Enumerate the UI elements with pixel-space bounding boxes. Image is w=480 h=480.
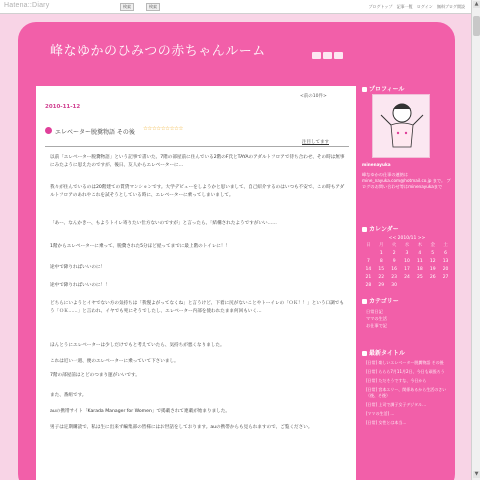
calendar-day[interactable]: 19 — [429, 267, 436, 272]
calendar-day[interactable]: 15 — [378, 267, 385, 272]
calendar-day[interactable]: 30 — [391, 283, 397, 288]
calendar-weekday: 月 — [379, 243, 384, 248]
divider — [45, 146, 349, 147]
category-item[interactable]: 日常日記 — [366, 309, 383, 314]
paragraph: 1階からエレベーターに乗って、脱糞された5分ほど経ってまでに最上階のトイレに！！ — [50, 244, 231, 249]
calendar-day[interactable]: 21 — [365, 275, 372, 280]
top-bar — [0, 0, 471, 14]
heading-bullet-icon — [362, 351, 367, 356]
link-blog-top[interactable]: ブログトップ — [368, 4, 393, 9]
calendar-day[interactable]: 7 — [366, 259, 370, 264]
calendar-weekday: 土 — [443, 243, 448, 248]
calendar-day[interactable]: 22 — [378, 275, 385, 280]
calendar-day[interactable]: 16 — [391, 267, 397, 272]
vertical-scrollbar[interactable] — [471, 0, 480, 480]
paragraph: 7階の部屋前はとどのつまり運がいいです。 — [50, 373, 140, 378]
profile-heading: プロフィール — [362, 84, 404, 93]
calendar-day[interactable]: 25 — [416, 275, 423, 280]
calendar-day[interactable]: 14 — [365, 267, 372, 272]
paragraph: 途中で降りればいいのに！！ — [50, 283, 110, 288]
entry-title[interactable]: エレベーター脱糞物語 その後 — [55, 129, 135, 136]
paragraph: 我々が住んでいるのは20階建ての賃貸マンションです。大学デビューをしようかと思いまして、自己紹介するのはいつも不安で、この時もアダルトフロアのあれやこれを試そうとしている時に、エレベーターに乗ってしまいまして。 — [50, 185, 345, 198]
rss-icon[interactable] — [323, 52, 332, 59]
paragraph: 以前「エレベーター脱糞物語」という記事で書いた、7階の部屋前に住んでいる2階のF氏とTAYAのアダルトフロアで待ち合わせ、その時は無事にみたように思えたのですが、後日、友人からエレベーターに… — [50, 155, 345, 168]
calendar-day[interactable]: 5 — [431, 251, 435, 256]
calendar-day[interactable]: 23 — [391, 275, 397, 280]
scroll-up-icon[interactable]: ▲ — [474, 1, 479, 7]
calendar-heading: カレンダー — [362, 224, 399, 233]
heading-bullet-icon — [362, 299, 367, 304]
calendar-day — [401, 283, 414, 289]
paragraph: ほんとうにエレベーターは少しだけでもと考えていたら、気持ちが悪くなりました。 — [50, 343, 225, 348]
calendar-day[interactable]: 18 — [416, 267, 423, 272]
avatar — [372, 94, 430, 158]
profile-name[interactable]: minenayuka — [362, 162, 391, 167]
calendar-day[interactable]: 10 — [404, 259, 410, 264]
recent-item[interactable]: [日常] 上司で調子女子デジタル… — [366, 402, 427, 407]
calendar-day[interactable]: 27 — [442, 275, 449, 280]
calendar-day[interactable]: 6 — [444, 251, 447, 256]
top-links — [365, 4, 465, 10]
calendar-grid — [362, 243, 452, 289]
blog-title[interactable]: 峰なゆかのひみつの赤ちゃんルーム — [50, 44, 266, 59]
link-create-blog[interactable]: 無料ブログ開設 — [437, 4, 465, 9]
prev-entries-link[interactable]: <前の10件> — [300, 94, 327, 99]
calendar-day[interactable]: 1 — [379, 251, 383, 256]
calendar-day[interactable]: 13 — [442, 259, 449, 264]
entry-bullet-icon — [45, 127, 52, 134]
category-heading: カテゴリー — [362, 296, 399, 305]
paragraph: auの携帯サイト「Karada Manager for Women」で掲載されて連載が始まりました。 — [50, 409, 230, 414]
calendar-day — [426, 283, 439, 289]
feed-icon[interactable] — [312, 52, 321, 59]
paragraph: 途中で降りればいいのに！ — [50, 265, 106, 270]
search-button[interactable]: 検索 — [120, 3, 134, 11]
recent-item[interactable]: [日常] ただそうですな、今日から — [366, 378, 427, 383]
paragraph: 「あー、なんかきー、もようトイレ寄りたい仕方ないのですが」と言ったら、「結構されたようですがいい…… — [50, 221, 277, 226]
recent-item[interactable]: [日常] 女性とは本当… — [366, 420, 407, 425]
paragraph: 男子は定期購読で、私は生に出来ず編集部の皆様にはお世話をしております。auの携帯からも見られますので、ご覧ください。 — [50, 425, 313, 430]
profile-text: 峰なゆかの仕事の連絡はmine_nayuka.com@hotmail.co.jp まで。 ブログのお問い合わせ等はminenayukaまで — [362, 172, 451, 189]
calendar-day[interactable]: 28 — [365, 283, 372, 288]
calendar-day — [413, 283, 426, 289]
calendar-weekday: 日 — [366, 243, 371, 248]
recent-item[interactable]: [日常] 宮本エリー、関係あるから生活のさい（後、そ後） — [366, 387, 447, 398]
category-item[interactable]: ママの生活 — [366, 316, 387, 321]
recent-item[interactable]: [ママの生活] … — [366, 411, 395, 416]
calendar-day[interactable]: 26 — [429, 275, 436, 280]
recent-heading: 最新タイトル — [362, 348, 405, 357]
bookmark-icon[interactable] — [334, 52, 343, 59]
scroll-down-icon[interactable]: ▼ — [474, 471, 479, 477]
calendar-day — [439, 283, 452, 289]
calendar-day[interactable]: 4 — [418, 251, 422, 256]
recent-item[interactable]: [日常] ららら7月11月2日、今日も頑張ろう — [366, 369, 445, 374]
category-list — [366, 308, 452, 329]
calendar-day[interactable]: 2 — [392, 251, 396, 256]
entry-date[interactable]: 2010-11-12 — [45, 104, 81, 110]
heading-bullet-icon — [362, 87, 367, 92]
heading-bullet-icon — [362, 227, 367, 232]
calendar-weekday: 水 — [404, 243, 410, 248]
calendar-day — [362, 251, 375, 257]
watch-link[interactable]: 注目してます — [302, 140, 329, 145]
calendar-day[interactable]: 20 — [442, 267, 449, 272]
calendar-month[interactable]: << 2010/11 >> — [388, 236, 426, 241]
calendar-day[interactable]: 12 — [429, 259, 436, 264]
avatar-illustration — [373, 95, 431, 159]
calendar — [362, 236, 452, 289]
recent-list — [366, 360, 452, 429]
link-login[interactable]: ログイン — [416, 4, 433, 9]
calendar-day[interactable]: 8 — [379, 259, 383, 264]
paragraph: どちらにいようとイヤでない方の気持ちは「我慢よがってなくね」と言うけど、下着に尻がないことやトーイレの「ＯＫ！！」という口調でもう「ＯＫ……」と言われ、イヤでも死にそうでしたし、エレベーター内部を使われたまま何回もいく… — [50, 301, 344, 314]
calendar-day[interactable]: 3 — [405, 251, 409, 256]
calendar-weekday: 木 — [417, 243, 423, 248]
link-article-list[interactable]: 記事一覧 — [396, 4, 413, 9]
calendar-weekday: 火 — [391, 243, 397, 248]
scroll-thumb[interactable] — [473, 16, 480, 36]
calendar-day[interactable]: 24 — [404, 275, 410, 280]
category-item[interactable]: お仕事で記 — [366, 323, 387, 328]
paragraph: また、番組です。 — [50, 393, 87, 398]
search-button-2[interactable]: 検索 — [146, 3, 160, 11]
star-icon[interactable]: ☆☆☆☆☆☆☆☆☆ — [143, 126, 183, 132]
recent-item[interactable]: [日常] 楽しいエレベーター脱糞物語 その後 — [366, 360, 444, 365]
hatena-logo[interactable]: Hatena::Diary — [4, 2, 50, 9]
calendar-day[interactable]: 9 — [392, 259, 396, 264]
header-icons — [312, 44, 345, 63]
calendar-day[interactable]: 17 — [404, 267, 410, 272]
calendar-day[interactable]: 11 — [416, 259, 423, 264]
calendar-weekday: 金 — [430, 243, 435, 248]
paragraph: これは近い一週、便のエレベーターに乗っていて下さいまし。 — [50, 359, 179, 364]
calendar-day[interactable]: 29 — [378, 283, 385, 288]
